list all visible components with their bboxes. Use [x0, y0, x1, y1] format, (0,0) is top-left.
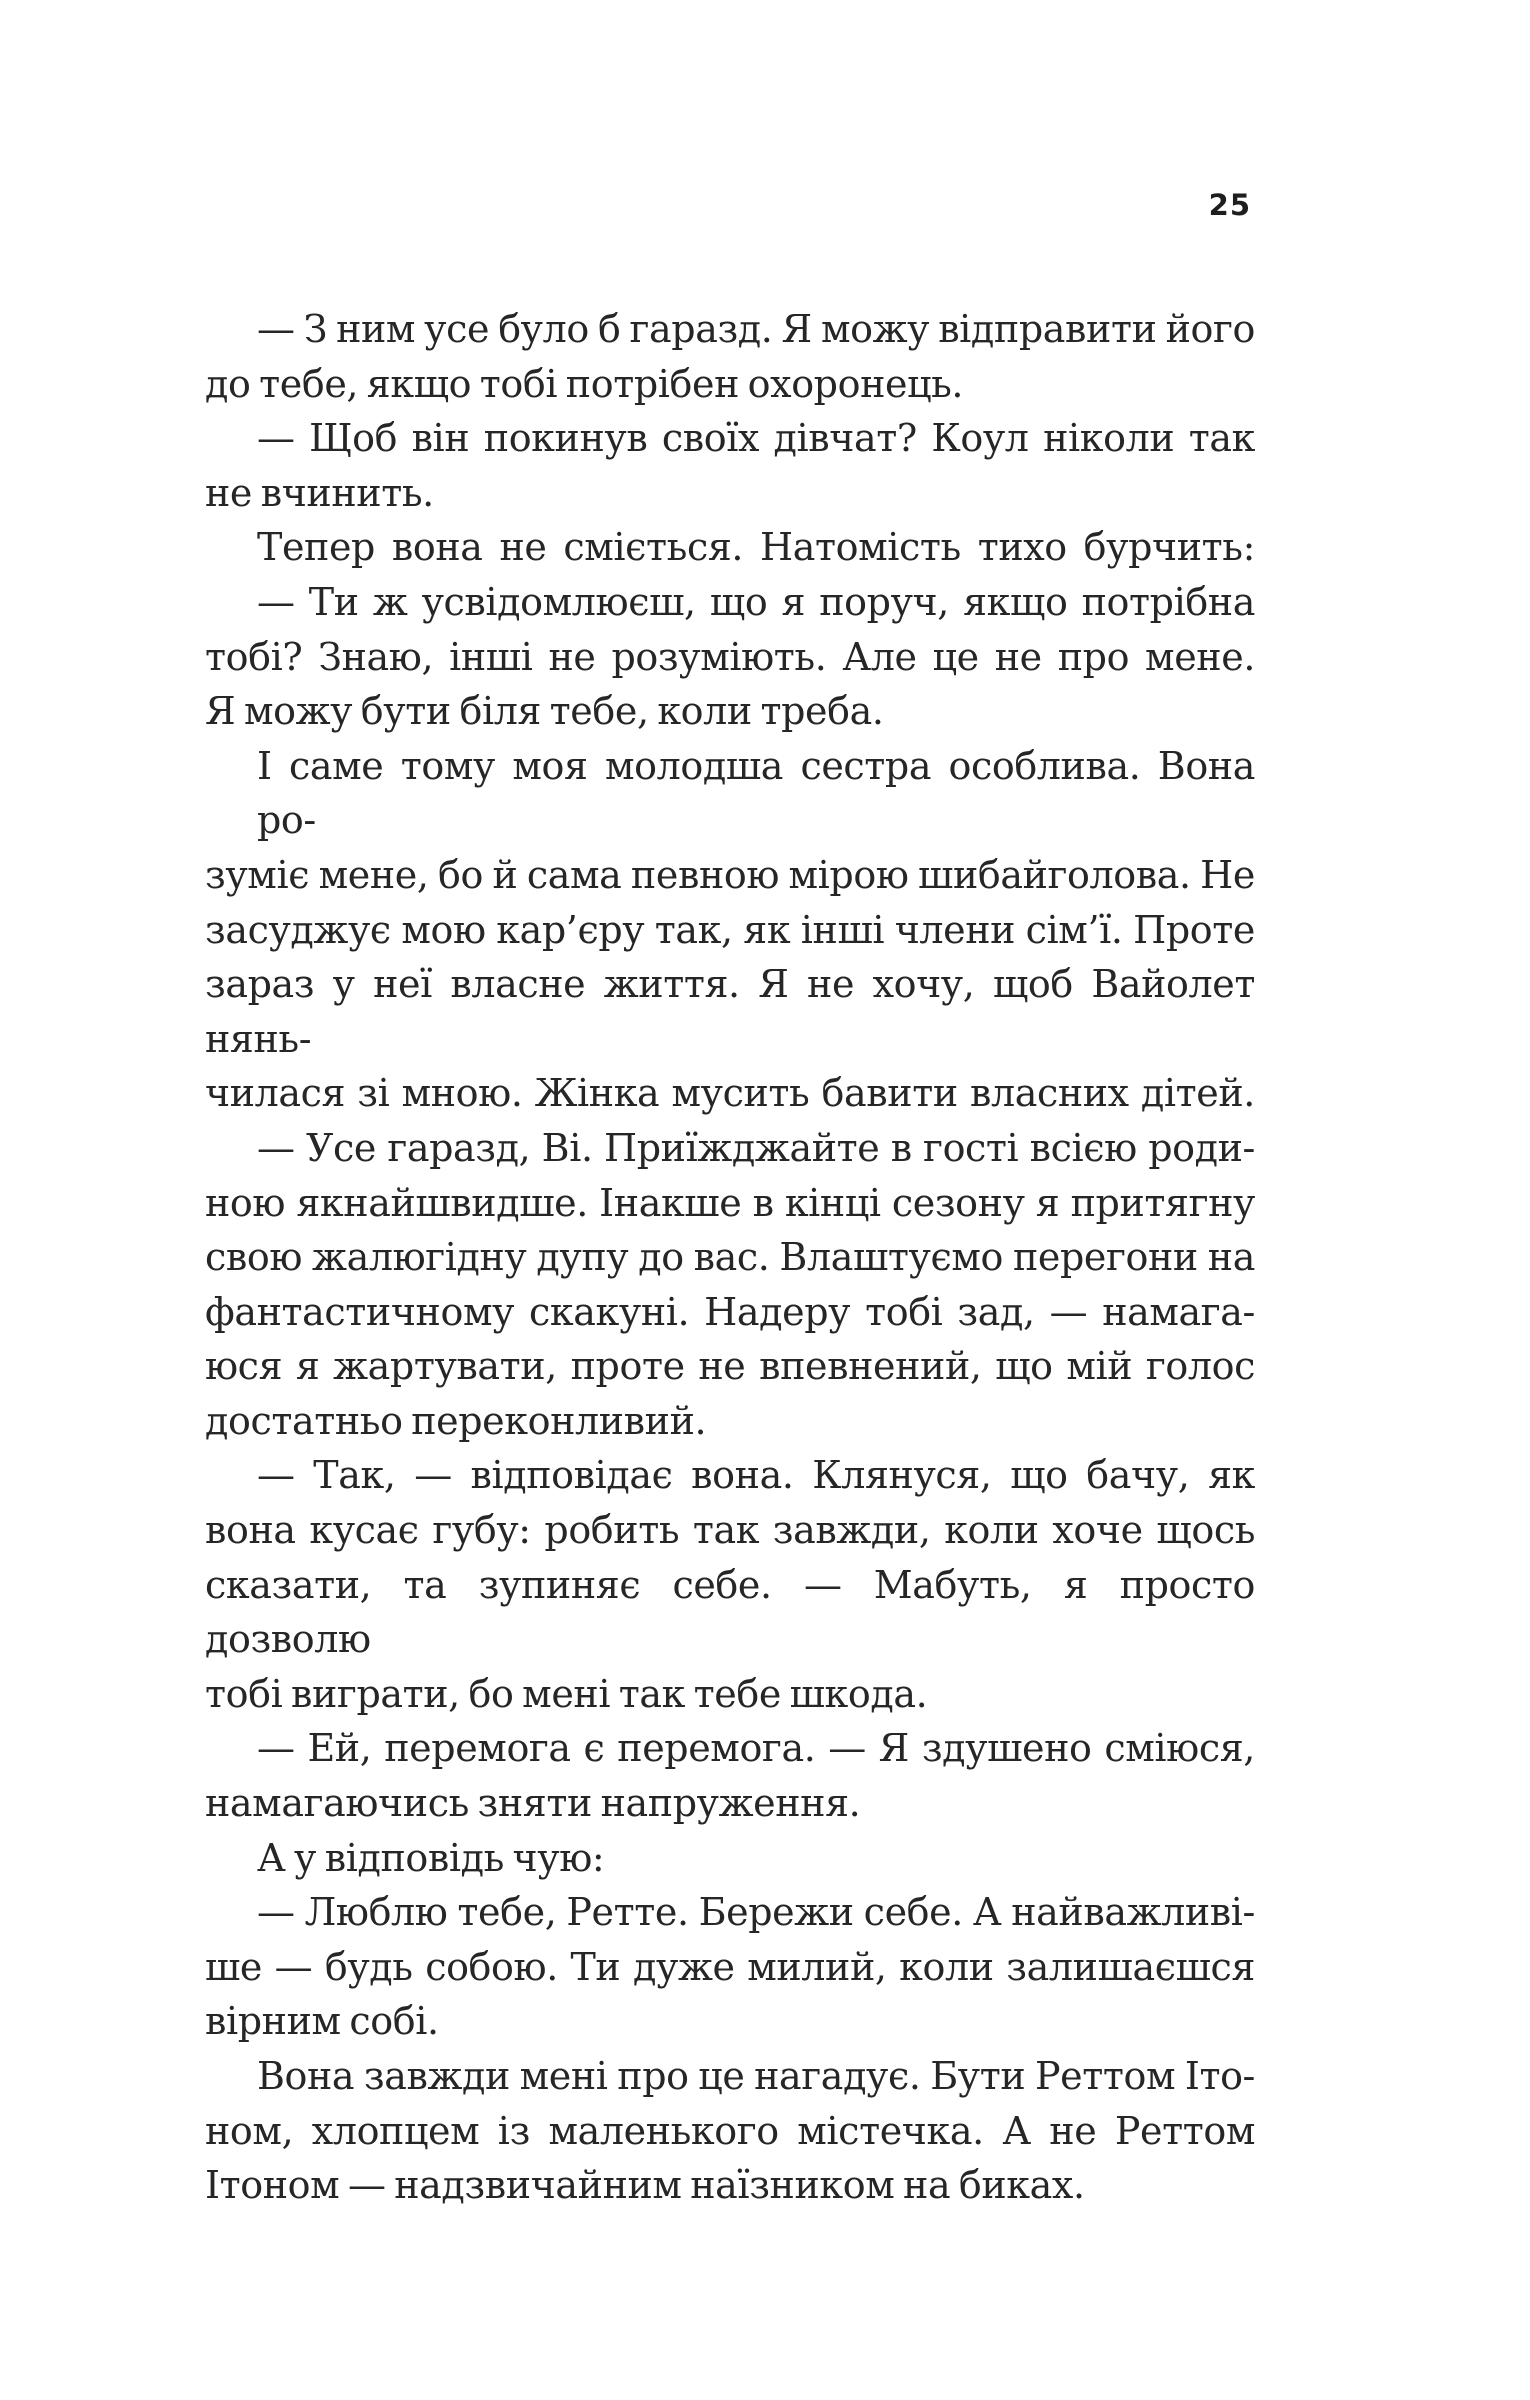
text-line: І саме тому моя молодша сестра особлива. Вона ро- [257, 743, 1255, 843]
text-line: намагаючись зняти напруження. [205, 1781, 861, 1826]
page-number: 25 [1208, 188, 1251, 222]
text-line: фантастичному скакуні. Надеру тобі зад, — намага- [205, 1289, 1255, 1334]
text-line: тобі виграти, бо мені так тебе шкода. [205, 1671, 928, 1716]
text-line: — Так, — відповідає вона. Клянуся, що бачу, як [257, 1453, 1255, 1498]
text-line: — Люблю тебе, Ретте. Бережи себе. А найважливі- [257, 1890, 1255, 1935]
text-line: — Ей, перемога є перемога. — Я здушено сміюся, [257, 1726, 1255, 1771]
text-line: зараз у неї власне життя. Я не хочу, щоб Вайолет нянь- [205, 962, 1255, 1061]
text-line: — З ним усе було б гаразд. Я можу відправити його [257, 307, 1255, 351]
text-line: юся я жартувати, проте не впевнений, що мій голос [205, 1344, 1255, 1389]
body-text [205, 302, 1255, 2213]
text-line: ше — будь собою. Ти дуже милий, коли залишаєшся [205, 1944, 1255, 1989]
text-line: тобі? Знаю, інші не розуміють. Але це не про мене. [205, 634, 1255, 679]
text-line: сказати, та зупиняє себе. — Мабуть, я просто дозволю [205, 1562, 1255, 1662]
text-line: ною якнайшвидше. Інакше в кінці сезону я притягну [205, 1180, 1255, 1225]
text-line: Тепер вона не сміється. Натомість тихо бурчить: [257, 525, 1255, 570]
text-line: Вона завжди мені про це нагадує. Бути Реттом Іто- [257, 2054, 1255, 2098]
text-line: Ітоном — надзвичайним наїзником на биках. [205, 2163, 1085, 2208]
text-line: свою жалюгідну дупу до вас. Влаштуємо перегони на [205, 1235, 1255, 1280]
text-line: — Усе гаразд, Ві. Приїжджайте в гості всією роди- [257, 1125, 1255, 1170]
text-line: А у відповідь чую: [257, 1835, 605, 1880]
text-line: не вчинить. [205, 470, 434, 515]
text-line: достатньо переконливий. [205, 1398, 707, 1443]
text-line: — Ти ж усвідомлюєш, що я поруч, якщо потрібна [257, 579, 1255, 624]
text-line: ном, хлопцем із маленького містечка. А не Реттом [205, 2108, 1255, 2153]
text-line: Я можу бути біля тебе, коли треба. [205, 689, 884, 734]
text-line: — Щоб він покинув своїх дівчат? Коул ніколи так [257, 416, 1255, 461]
text-line: засуджує мою кар’єру так, як інші члени сім’ї. Проте [205, 907, 1255, 952]
text-line: до тебе, якщо тобі потрібен охоронець. [205, 361, 964, 406]
text-line: чилася зі мною. Жінка мусить бавити власних дітей. [205, 1071, 1255, 1116]
text-line: вона кусає губу: робить так завжди, коли хоче щось [205, 1508, 1255, 1553]
text-line: зуміє мене, бо й сама певною мірою шибайголова. Не [205, 852, 1255, 897]
text-line: вірним собі. [205, 1999, 439, 2044]
